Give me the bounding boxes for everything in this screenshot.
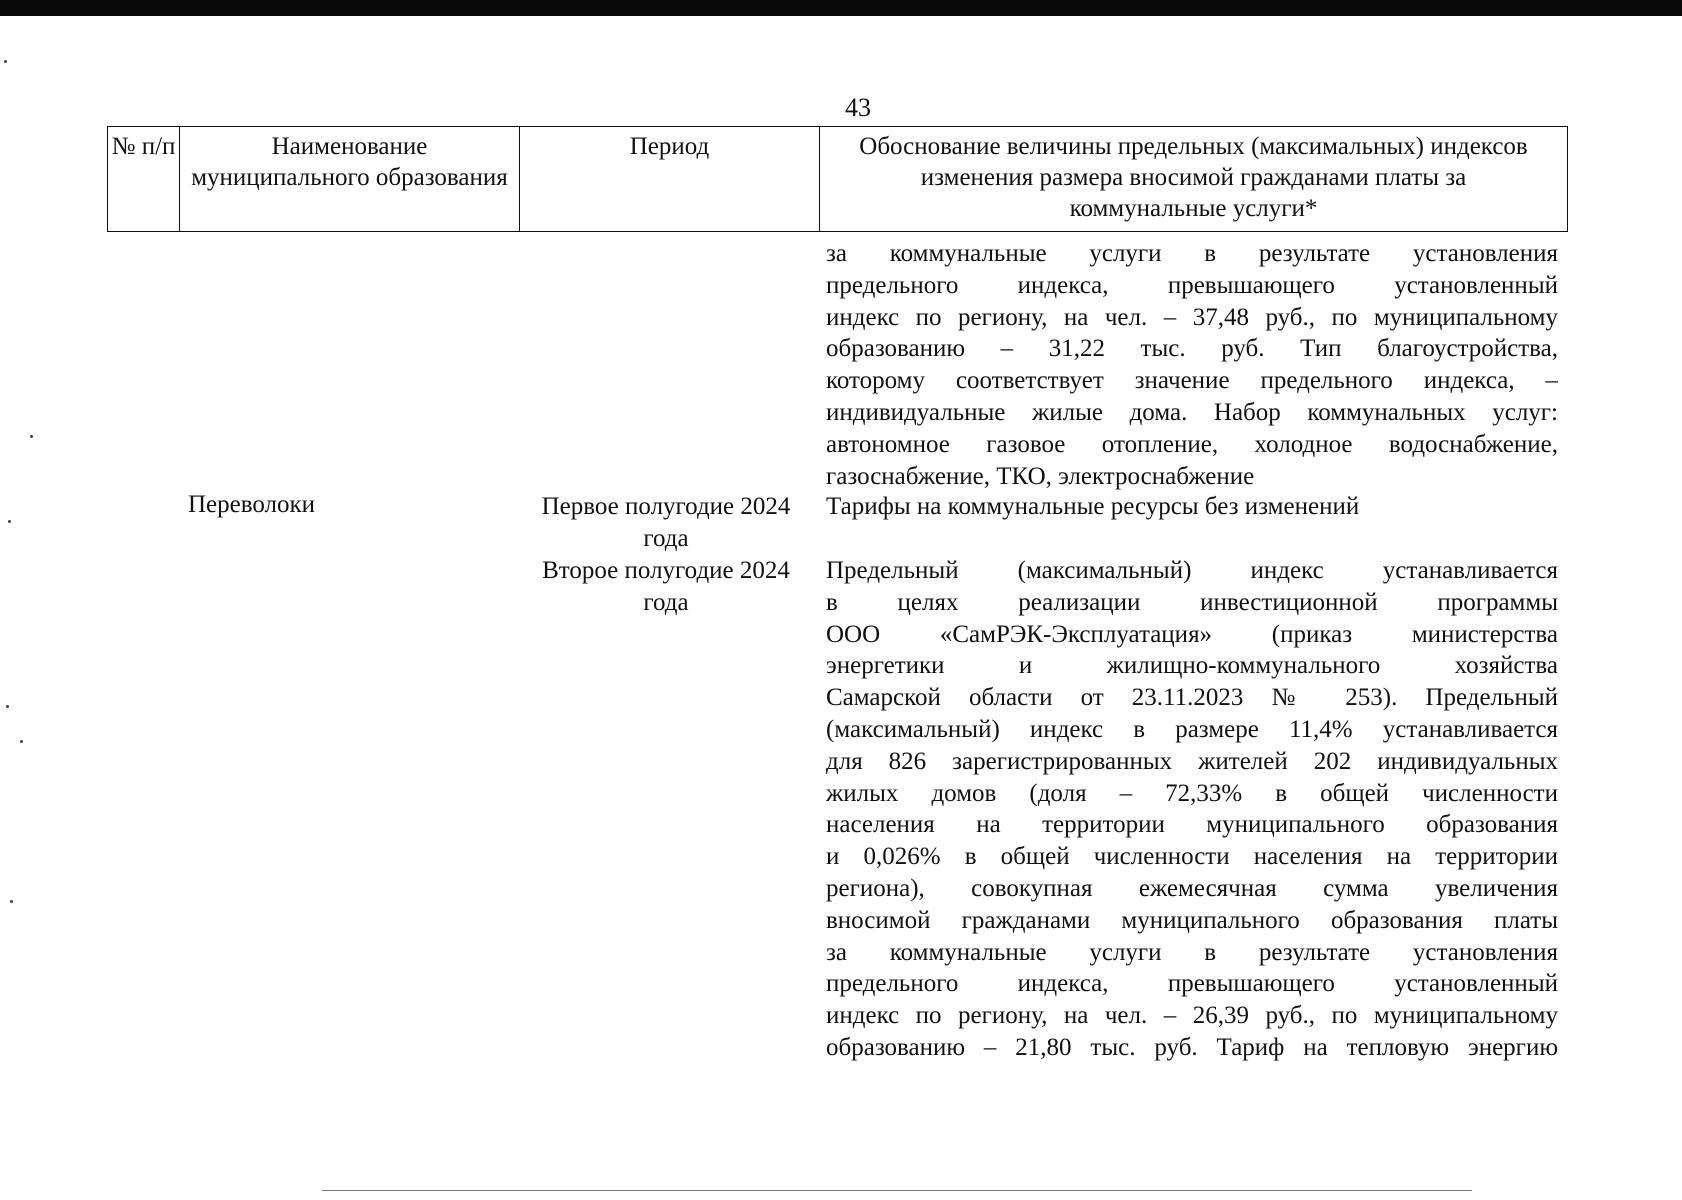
scan-speck [6, 705, 9, 708]
text-line: индивидуальные жилые дома. Набор коммунальных услуг: [826, 398, 1558, 426]
header-col-municipality: Наименование муниципального образования [179, 127, 519, 231]
scan-speck [8, 520, 11, 523]
text-line: региона), совокупная ежемесячная сумма увеличения [826, 874, 1558, 902]
scan-top-border [0, 0, 1682, 16]
text-line: предельного индекса, превышающего установленный [826, 271, 1558, 299]
header-col-period: Период [519, 127, 819, 231]
text-line: для 826 зарегистрированных жителей 202 индивидуальных [826, 747, 1558, 775]
municipality-name: Переволоки [188, 491, 316, 518]
text-line: населения на территории муниципального образования [826, 811, 1558, 839]
table-header [107, 126, 1568, 232]
justification-first-half [826, 491, 1558, 523]
period-second-half: Второе полугодие 2024 года [542, 557, 790, 616]
text-line: газоснабжение, ТКО, электроснабжение [826, 462, 1255, 490]
text-line: ООО «СамРЭК-Эксплуатация» (приказ министерства [826, 620, 1558, 648]
text-line: в целях реализации инвестиционной программы [826, 588, 1558, 616]
scan-speck [20, 740, 23, 743]
text-line: вносимой гражданами муниципального образования платы [826, 906, 1558, 934]
continuation-text [826, 238, 1558, 492]
text-line: Самарской области от 23.11.2023 № 253). Предельный [826, 684, 1558, 712]
header-col-number: № п/п [111, 133, 176, 160]
text-line: энергетики и жилищно-коммунального хозяйства [826, 652, 1558, 680]
text-line: Предельный (максимальный) индекс устанавливается [826, 557, 1558, 584]
text-line: (максимальный) индекс в размере 11,4% устанавливается [826, 715, 1558, 743]
text-line: образованию – 31,22 тыс. руб. Тип благоустройства, [826, 335, 1558, 363]
text-line: Тарифы на коммунальные ресурсы без изменений [826, 493, 1360, 520]
text-line: за коммунальные услуги в результате установления [826, 938, 1558, 966]
text-line: и 0,026% в общей численности населения на территории [826, 843, 1558, 871]
text-line: индекс по региону, на чел. – 26,39 руб., по муниципальному [826, 1002, 1558, 1030]
scan-speck [4, 60, 7, 63]
period-first-half: Первое полугодие 2024 года [541, 493, 791, 552]
text-line: предельного индекса, превышающего установленный [826, 970, 1558, 998]
scan-speck [30, 435, 33, 438]
justification-second-half [826, 555, 1558, 1064]
scan-bottom-rule [322, 1190, 1472, 1191]
text-line: за коммунальные услуги в результате установления [826, 240, 1558, 267]
text-line: жилых домов (доля – 72,33% в общей численности [826, 779, 1558, 807]
scan-speck [10, 900, 13, 903]
header-col-justification: Обоснование величины предельных (максимальных) индексов изменения размера вносимой гражданами платы за коммунальные услуги* [819, 127, 1567, 231]
page-number: 43 [845, 93, 871, 122]
text-line: образованию – 21,80 тыс. руб. Тариф на тепловую энергию [826, 1033, 1558, 1061]
text-line: индекс по региону, на чел. – 37,48 руб., по муниципальному [826, 303, 1558, 331]
text-line: автономное газовое отопление, холодное водоснабжение, [826, 430, 1558, 458]
text-line: которому соответствует значение предельного индекса, – [826, 367, 1558, 395]
